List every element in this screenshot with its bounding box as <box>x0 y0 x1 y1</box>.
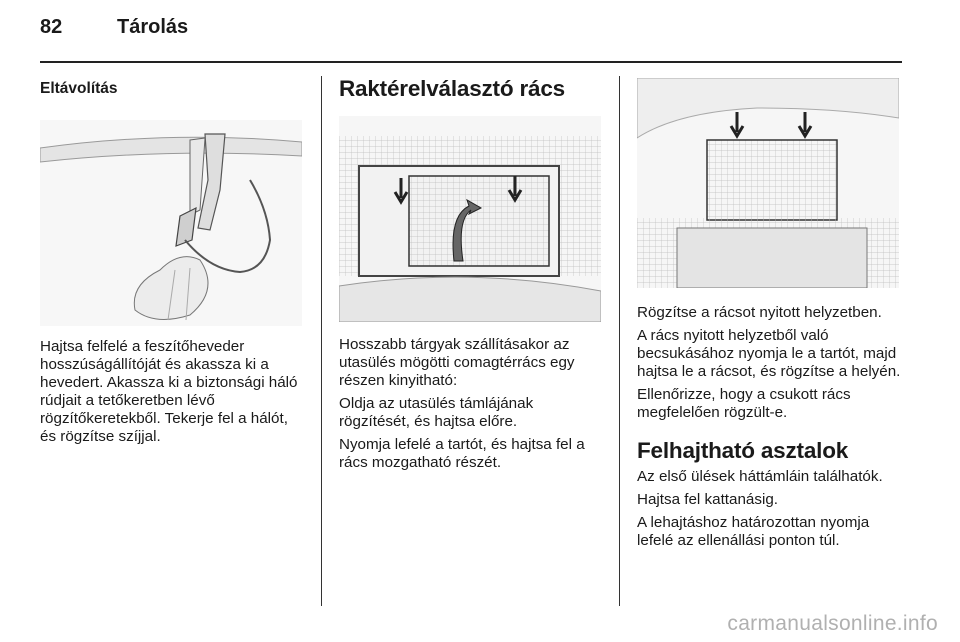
column-right <box>637 72 905 550</box>
page-number: 82 <box>40 16 63 38</box>
page-title: Tárolás <box>117 16 189 38</box>
folding-tables-raise: Hajtsa fel kattanásig. <box>637 491 778 508</box>
folding-tables-location: Az első ülések háttámláin találhatók. <box>637 468 883 485</box>
cargo-grille-lock-illustration <box>637 78 899 288</box>
column-divider <box>321 76 322 606</box>
header-rule <box>40 61 902 63</box>
watermark: carmanualsonline.info <box>727 612 938 635</box>
lock-open-step: Rögzítse a rácsot nyitott helyzetben. <box>637 304 882 321</box>
column-left <box>40 72 308 446</box>
safety-net-strap-illustration <box>40 120 302 326</box>
section-heading-cargo-grille: Raktérelválasztó rács <box>339 76 565 101</box>
folding-tables-lower: A lehajtáshoz határozottan nyomja lefelé az ellenállási ponton túl. <box>637 514 870 549</box>
cargo-grille-open-illustration <box>339 116 601 322</box>
close-grille-step: A rács nyitott helyzetből való becsukásához nyomja le a tartót, majd hajtsa le a rácsot, és rögzítse a helyén. <box>637 327 901 380</box>
cargo-grille-step-2: Nyomja lefelé a tartót, és hajtsa fel a rács mozgatható részét. <box>339 436 585 471</box>
removal-instructions: Hajtsa felfelé a feszítőheveder hosszúságállítóját és akassza ki a hevedert. Akassza ki a biztonsági háló rúdjait a tetőkeretben lévő rögzítőkeretekből. Tekerje fel a hálót, és rögzítse szíjjal. <box>40 338 298 445</box>
section-heading-removal: Eltávolítás <box>40 80 118 97</box>
check-lock-step: Ellenőrizze, hogy a csukott rács megfelelően rögzült-e. <box>637 386 851 421</box>
section-heading-folding-tables: Felhajtható asztalok <box>637 438 849 463</box>
cargo-grille-step-1: Oldja az utasülés támlájának rögzítését, és hajtsa előre. <box>339 395 534 430</box>
column-divider <box>619 76 620 606</box>
column-middle <box>339 72 607 472</box>
cargo-grille-intro: Hosszabb tárgyak szállításakor az utasülés mögötti comagtérrács egy részen kinyitható: <box>339 336 575 389</box>
